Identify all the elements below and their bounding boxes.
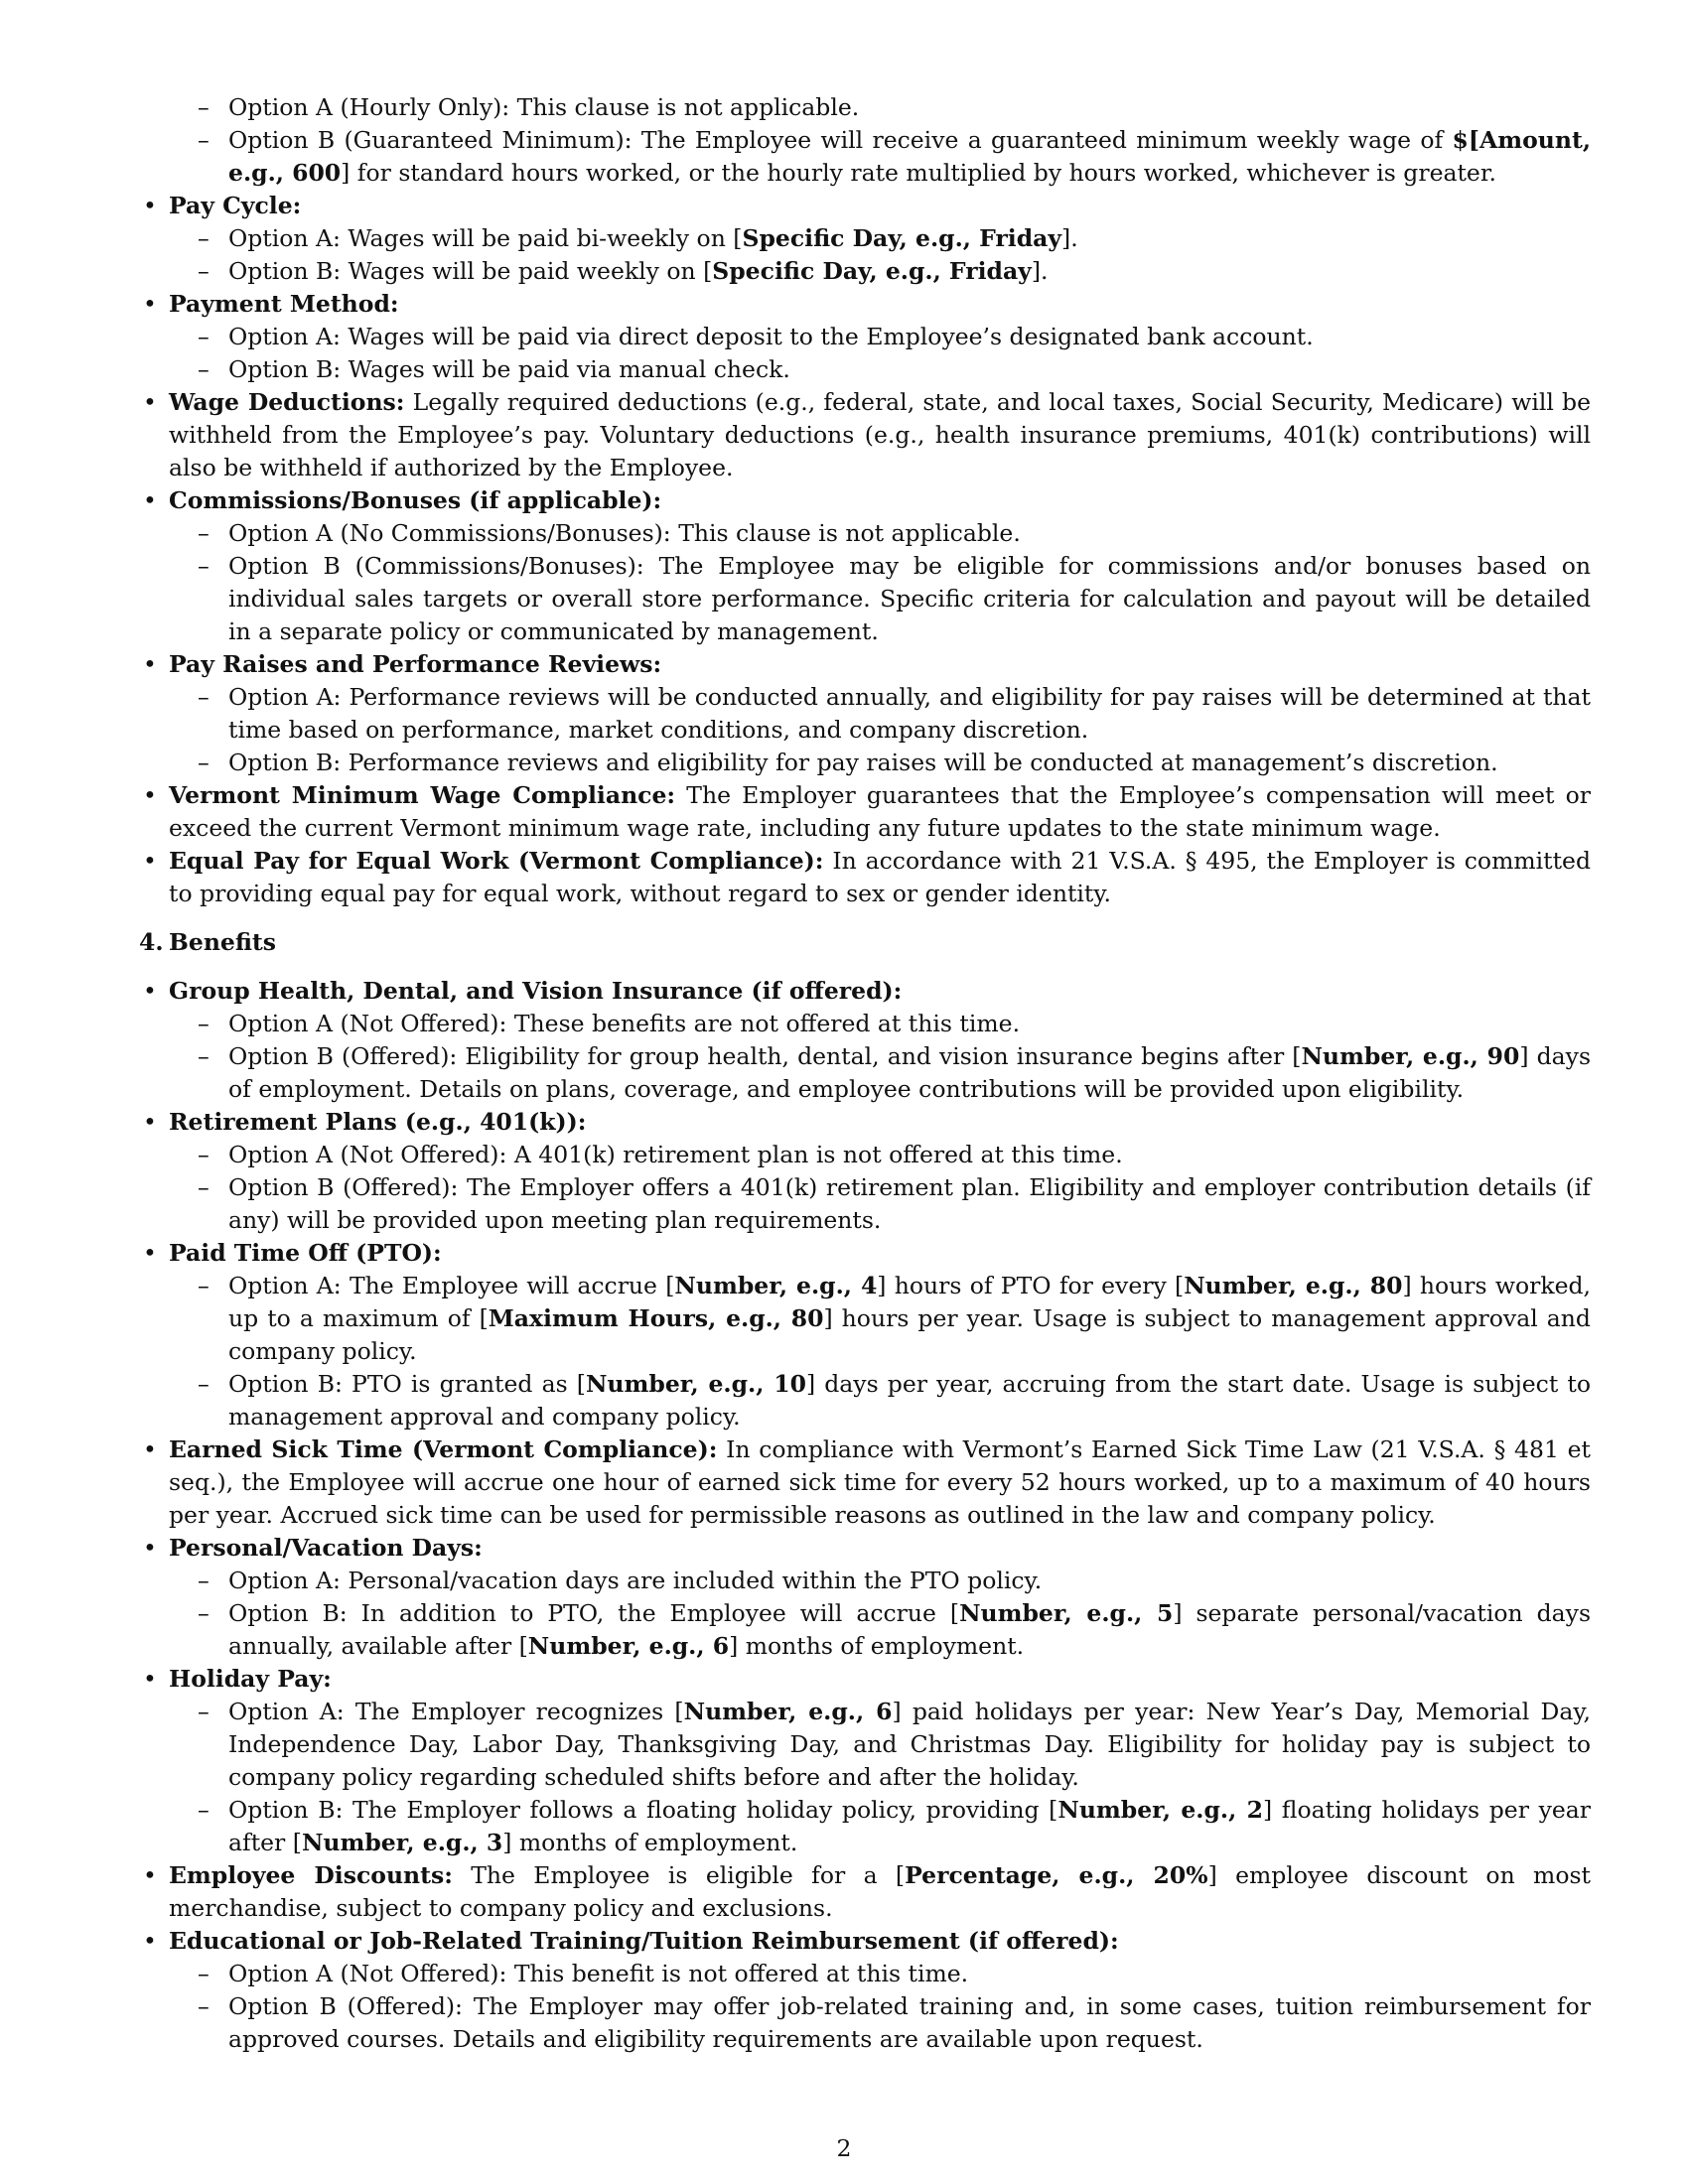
bullet-marker: • bbox=[143, 388, 157, 416]
dash-marker: – bbox=[198, 1141, 210, 1168]
bullet-marker: • bbox=[143, 290, 157, 318]
body-text: Option A: The Employee will accrue [ bbox=[228, 1272, 675, 1299]
bold-text: Personal/Vacation Days: bbox=[169, 1534, 483, 1562]
body-text: Option A (Not Offered): This benefit is not offered at this time. bbox=[228, 1960, 969, 1987]
bold-text: Retirement Plans (e.g., 401(k)): bbox=[169, 1108, 587, 1136]
bullet-item bbox=[143, 1532, 1591, 1565]
bullet-item bbox=[143, 1237, 1591, 1270]
bullet-marker: • bbox=[143, 1108, 157, 1136]
bullet-marker: • bbox=[143, 1861, 157, 1889]
bullet-item bbox=[143, 845, 1591, 910]
option-item bbox=[169, 747, 1591, 779]
bullet-item bbox=[143, 386, 1592, 484]
document-page bbox=[139, 91, 1592, 2056]
bullet-item bbox=[143, 975, 1591, 1008]
body-text: Option B (Guaranteed Minimum): The Employee will receive a guaranteed minimum weekly wage of bbox=[228, 126, 1453, 154]
page-number: 2 bbox=[836, 2134, 852, 2162]
dash-marker: – bbox=[198, 1567, 210, 1594]
bullet-item bbox=[143, 1663, 1591, 1696]
option-item bbox=[169, 321, 1591, 353]
body-text: ] separate personal/vacation days annually, available after [ bbox=[228, 1599, 1592, 1660]
bullet-item bbox=[143, 648, 1591, 681]
bold-text: Number, e.g., 6 bbox=[527, 1632, 730, 1660]
option-item bbox=[169, 550, 1591, 648]
bold-text: Equal Pay for Equal Work (Vermont Compliance): bbox=[169, 847, 824, 875]
bold-text: Specific Day, e.g., Friday bbox=[712, 257, 1032, 285]
bullet-item bbox=[143, 779, 1591, 845]
body-text: ] hours per year. Usage is subject to management approval and company policy. bbox=[228, 1304, 1591, 1365]
option-item bbox=[169, 1597, 1591, 1663]
bold-text: Number, e.g., 90 bbox=[1301, 1042, 1520, 1070]
body-text: Option B (Offered): Eligibility for group health, dental, and vision insurance begins after [ bbox=[228, 1042, 1302, 1070]
bullet-marker: • bbox=[143, 1435, 157, 1463]
section-number: 4. bbox=[139, 928, 164, 956]
bold-text: Employee Discounts: bbox=[169, 1861, 453, 1889]
bold-text: $[Amount, e.g., 600 bbox=[228, 126, 1591, 187]
section-heading-benefits bbox=[139, 926, 1591, 959]
bullet-marker: • bbox=[143, 650, 157, 678]
body-text: Option B: Wages will be paid weekly on [ bbox=[228, 257, 713, 285]
option-item bbox=[169, 1696, 1591, 1794]
dash-marker: – bbox=[198, 323, 210, 350]
bold-text: Number, e.g., 4 bbox=[674, 1272, 878, 1299]
dash-marker: – bbox=[198, 683, 210, 711]
dash-marker: – bbox=[198, 1796, 210, 1824]
bold-text: Number, e.g., 6 bbox=[683, 1698, 893, 1725]
bullet-marker: • bbox=[143, 977, 157, 1005]
body-text: In compliance with Vermont’s Earned Sick Time Law (21 V.S.A. § 481 et seq.), the Employee will accrue one hour of earned sick time for every 52 hours worked, up to a maximum of 40 hours per year. Accrued sick time can be used for permissible reasons as outlined in the law and company policy. bbox=[169, 1435, 1591, 1529]
body-text: Option A (Not Offered): These benefits are not offered at this time. bbox=[228, 1010, 1021, 1037]
body-text: Option A: Performance reviews will be conducted annually, and eligibility for pay raises will be determined at that time based on performance, market conditions, and company discretion. bbox=[228, 683, 1591, 744]
option-item bbox=[169, 1958, 1591, 1990]
bullet-marker: • bbox=[143, 1239, 157, 1267]
bullet-marker: • bbox=[143, 486, 157, 514]
dash-marker: – bbox=[198, 93, 210, 121]
bullet-item bbox=[143, 1859, 1591, 1925]
bold-text: Number, e.g., 3 bbox=[301, 1829, 503, 1856]
bold-text: Group Health, Dental, and Vision Insurance (if offered): bbox=[169, 977, 903, 1005]
dash-marker: – bbox=[198, 1173, 210, 1201]
option-item bbox=[169, 1040, 1591, 1106]
body-text: Option B: Performance reviews and eligibility for pay raises will be conducted at management’s discretion. bbox=[228, 749, 1498, 776]
bold-text: Number, e.g., 80 bbox=[1184, 1272, 1403, 1299]
body-text: Option A (Hourly Only): This clause is not applicable. bbox=[228, 93, 860, 121]
dash-marker: – bbox=[198, 257, 210, 285]
dash-marker: – bbox=[198, 749, 210, 776]
body-text: Option A: Wages will be paid bi-weekly on [ bbox=[228, 224, 743, 252]
body-text: ] months of employment. bbox=[502, 1829, 798, 1856]
bullet-marker: • bbox=[143, 781, 157, 809]
bold-text: Maximum Hours, e.g., 80 bbox=[488, 1304, 824, 1332]
bold-text: Vermont Minimum Wage Compliance: bbox=[169, 781, 676, 809]
body-text: Option B: Wages will be paid via manual check. bbox=[228, 355, 790, 383]
body-text: Option A: Wages will be paid via direct deposit to the Employee’s designated bank account. bbox=[228, 323, 1314, 350]
option-item bbox=[169, 1008, 1591, 1040]
body-text: ] days per year, accruing from the start date. Usage is subject to management approval and company policy. bbox=[228, 1370, 1591, 1431]
bullet-item bbox=[143, 190, 1591, 222]
benefits-list bbox=[143, 975, 1592, 2056]
bold-text: Specific Day, e.g., Friday bbox=[742, 224, 1062, 252]
option-item bbox=[169, 1270, 1591, 1368]
dash-marker: – bbox=[198, 1010, 210, 1037]
section-title: Benefits bbox=[169, 928, 277, 956]
body-text: ] for standard hours worked, or the hourly rate multiplied by hours worked, whichever is greater. bbox=[341, 159, 1496, 187]
bold-text: Wage Deductions: bbox=[169, 388, 405, 416]
body-text: Option B (Offered): The Employer may offer job-related training and, in some cases, tuition reimbursement for approved courses. Details and eligibility requirements are available upon request. bbox=[228, 1992, 1591, 2053]
body-text: The Employer guarantees that the Employee’s compensation will meet or exceed the current Vermont minimum wage rate, including any future updates to the state minimum wage. bbox=[169, 781, 1591, 842]
option-item bbox=[169, 1565, 1591, 1597]
body-text: ] paid holidays per year: New Year’s Day, Memorial Day, Independence Day, Labor Day, Thanksgiving Day, and Christmas Day. Eligibility for holiday pay is subject to company policy regarding scheduled shifts before and after the holiday. bbox=[228, 1698, 1591, 1791]
bullet-marker: • bbox=[143, 847, 157, 875]
body-text: ] employee discount on most merchandise, subject to company policy and exclusions. bbox=[169, 1861, 1591, 1922]
body-text: Option A: The Employer recognizes [ bbox=[228, 1698, 684, 1725]
bullet-item bbox=[143, 1925, 1591, 1958]
body-text: ] months of employment. bbox=[729, 1632, 1025, 1660]
dash-marker: – bbox=[198, 355, 210, 383]
bold-text: Number, e.g., 2 bbox=[1057, 1796, 1263, 1824]
dash-marker: – bbox=[198, 1042, 210, 1070]
bullet-item bbox=[143, 484, 1591, 517]
body-text: Option B: PTO is granted as [ bbox=[228, 1370, 586, 1398]
compensation-list bbox=[143, 91, 1592, 910]
body-text: Option B (Commissions/Bonuses): The Employee may be eligible for commissions and/or bonuses based on individual sales targets or overall store performance. Specific criteria for calculation and payout will be detailed in a separate policy or communicated by management. bbox=[228, 552, 1591, 645]
bullet-marker: • bbox=[143, 1534, 157, 1562]
body-text: ] hours worked, up to a maximum of [ bbox=[228, 1272, 1591, 1332]
body-text: The Employee is eligible for a [ bbox=[452, 1861, 906, 1889]
bold-text: Percentage, e.g., 20% bbox=[905, 1861, 1208, 1889]
dash-marker: – bbox=[198, 224, 210, 252]
bullet-marker: • bbox=[143, 192, 157, 219]
body-text: Option B: The Employer follows a floating holiday policy, providing [ bbox=[228, 1796, 1058, 1824]
bold-text: Pay Cycle: bbox=[169, 192, 302, 219]
option-item bbox=[169, 124, 1591, 190]
option-item bbox=[169, 1368, 1591, 1433]
option-item bbox=[169, 222, 1591, 255]
bold-text: Payment Method: bbox=[169, 290, 399, 318]
body-text: Option B (Offered): The Employer offers a 401(k) retirement plan. Eligibility and employer contribution details (if any) will be provided upon meeting plan requirements. bbox=[228, 1173, 1591, 1234]
body-text: ] days of employment. Details on plans, coverage, and employee contributions will be provided upon eligibility. bbox=[228, 1042, 1592, 1103]
body-text: Legally required deductions (e.g., federal, state, and local taxes, Social Security, Medicare) will be withheld from the Employee’s pay. Voluntary deductions (e.g., health insurance premiums, 401(k) contributions) will also be withheld if authorized by the Employee. bbox=[169, 388, 1592, 481]
body-text: ] floating holidays per year after [ bbox=[228, 1796, 1591, 1856]
dash-marker: – bbox=[198, 1960, 210, 1987]
dash-marker: – bbox=[198, 126, 210, 154]
dash-marker: – bbox=[198, 519, 210, 547]
option-item bbox=[169, 91, 1591, 124]
option-item bbox=[169, 1990, 1591, 2056]
body-text: Option A: Personal/vacation days are included within the PTO policy. bbox=[228, 1567, 1043, 1594]
bullet-marker: • bbox=[143, 1665, 157, 1693]
dash-marker: – bbox=[198, 1599, 210, 1627]
option-item bbox=[169, 681, 1591, 747]
bold-text: Commissions/Bonuses (if applicable): bbox=[169, 486, 662, 514]
bullet-item bbox=[143, 288, 1591, 321]
dash-marker: – bbox=[198, 1992, 210, 2020]
bold-text: Paid Time Off (PTO): bbox=[169, 1239, 442, 1267]
option-item bbox=[169, 1171, 1591, 1237]
dash-marker: – bbox=[198, 1370, 210, 1398]
option-item bbox=[169, 1794, 1591, 1859]
bullet-marker: • bbox=[143, 1927, 157, 1955]
bold-text: Pay Raises and Performance Reviews: bbox=[169, 650, 662, 678]
bold-text: Number, e.g., 5 bbox=[959, 1599, 1174, 1627]
bold-text: Earned Sick Time (Vermont Compliance): bbox=[169, 1435, 718, 1463]
option-item bbox=[169, 517, 1591, 550]
body-text: ]. bbox=[1031, 257, 1049, 285]
body-text: Option B: In addition to PTO, the Employee will accrue [ bbox=[228, 1599, 960, 1627]
body-text: In accordance with 21 V.S.A. § 495, the Employer is committed to providing equal pay for equal work, without regard to sex or gender identity. bbox=[169, 847, 1591, 907]
bullet-item bbox=[143, 1433, 1591, 1532]
dash-marker: – bbox=[198, 552, 210, 580]
option-item bbox=[169, 1139, 1591, 1171]
dash-marker: – bbox=[198, 1698, 210, 1725]
body-text: ]. bbox=[1061, 224, 1078, 252]
option-item bbox=[169, 255, 1591, 288]
body-text: ] hours of PTO for every [ bbox=[877, 1272, 1185, 1299]
bullet-item bbox=[143, 1106, 1591, 1139]
bold-text: Number, e.g., 10 bbox=[585, 1370, 806, 1398]
body-text: Option A (Not Offered): A 401(k) retirement plan is not offered at this time. bbox=[228, 1141, 1123, 1168]
body-text: Option A (No Commissions/Bonuses): This clause is not applicable. bbox=[228, 519, 1021, 547]
bold-text: Holiday Pay: bbox=[169, 1665, 332, 1693]
dash-marker: – bbox=[198, 1272, 210, 1299]
bold-text: Educational or Job-Related Training/Tuition Reimbursement (if offered): bbox=[169, 1927, 1119, 1955]
option-item bbox=[169, 353, 1591, 386]
